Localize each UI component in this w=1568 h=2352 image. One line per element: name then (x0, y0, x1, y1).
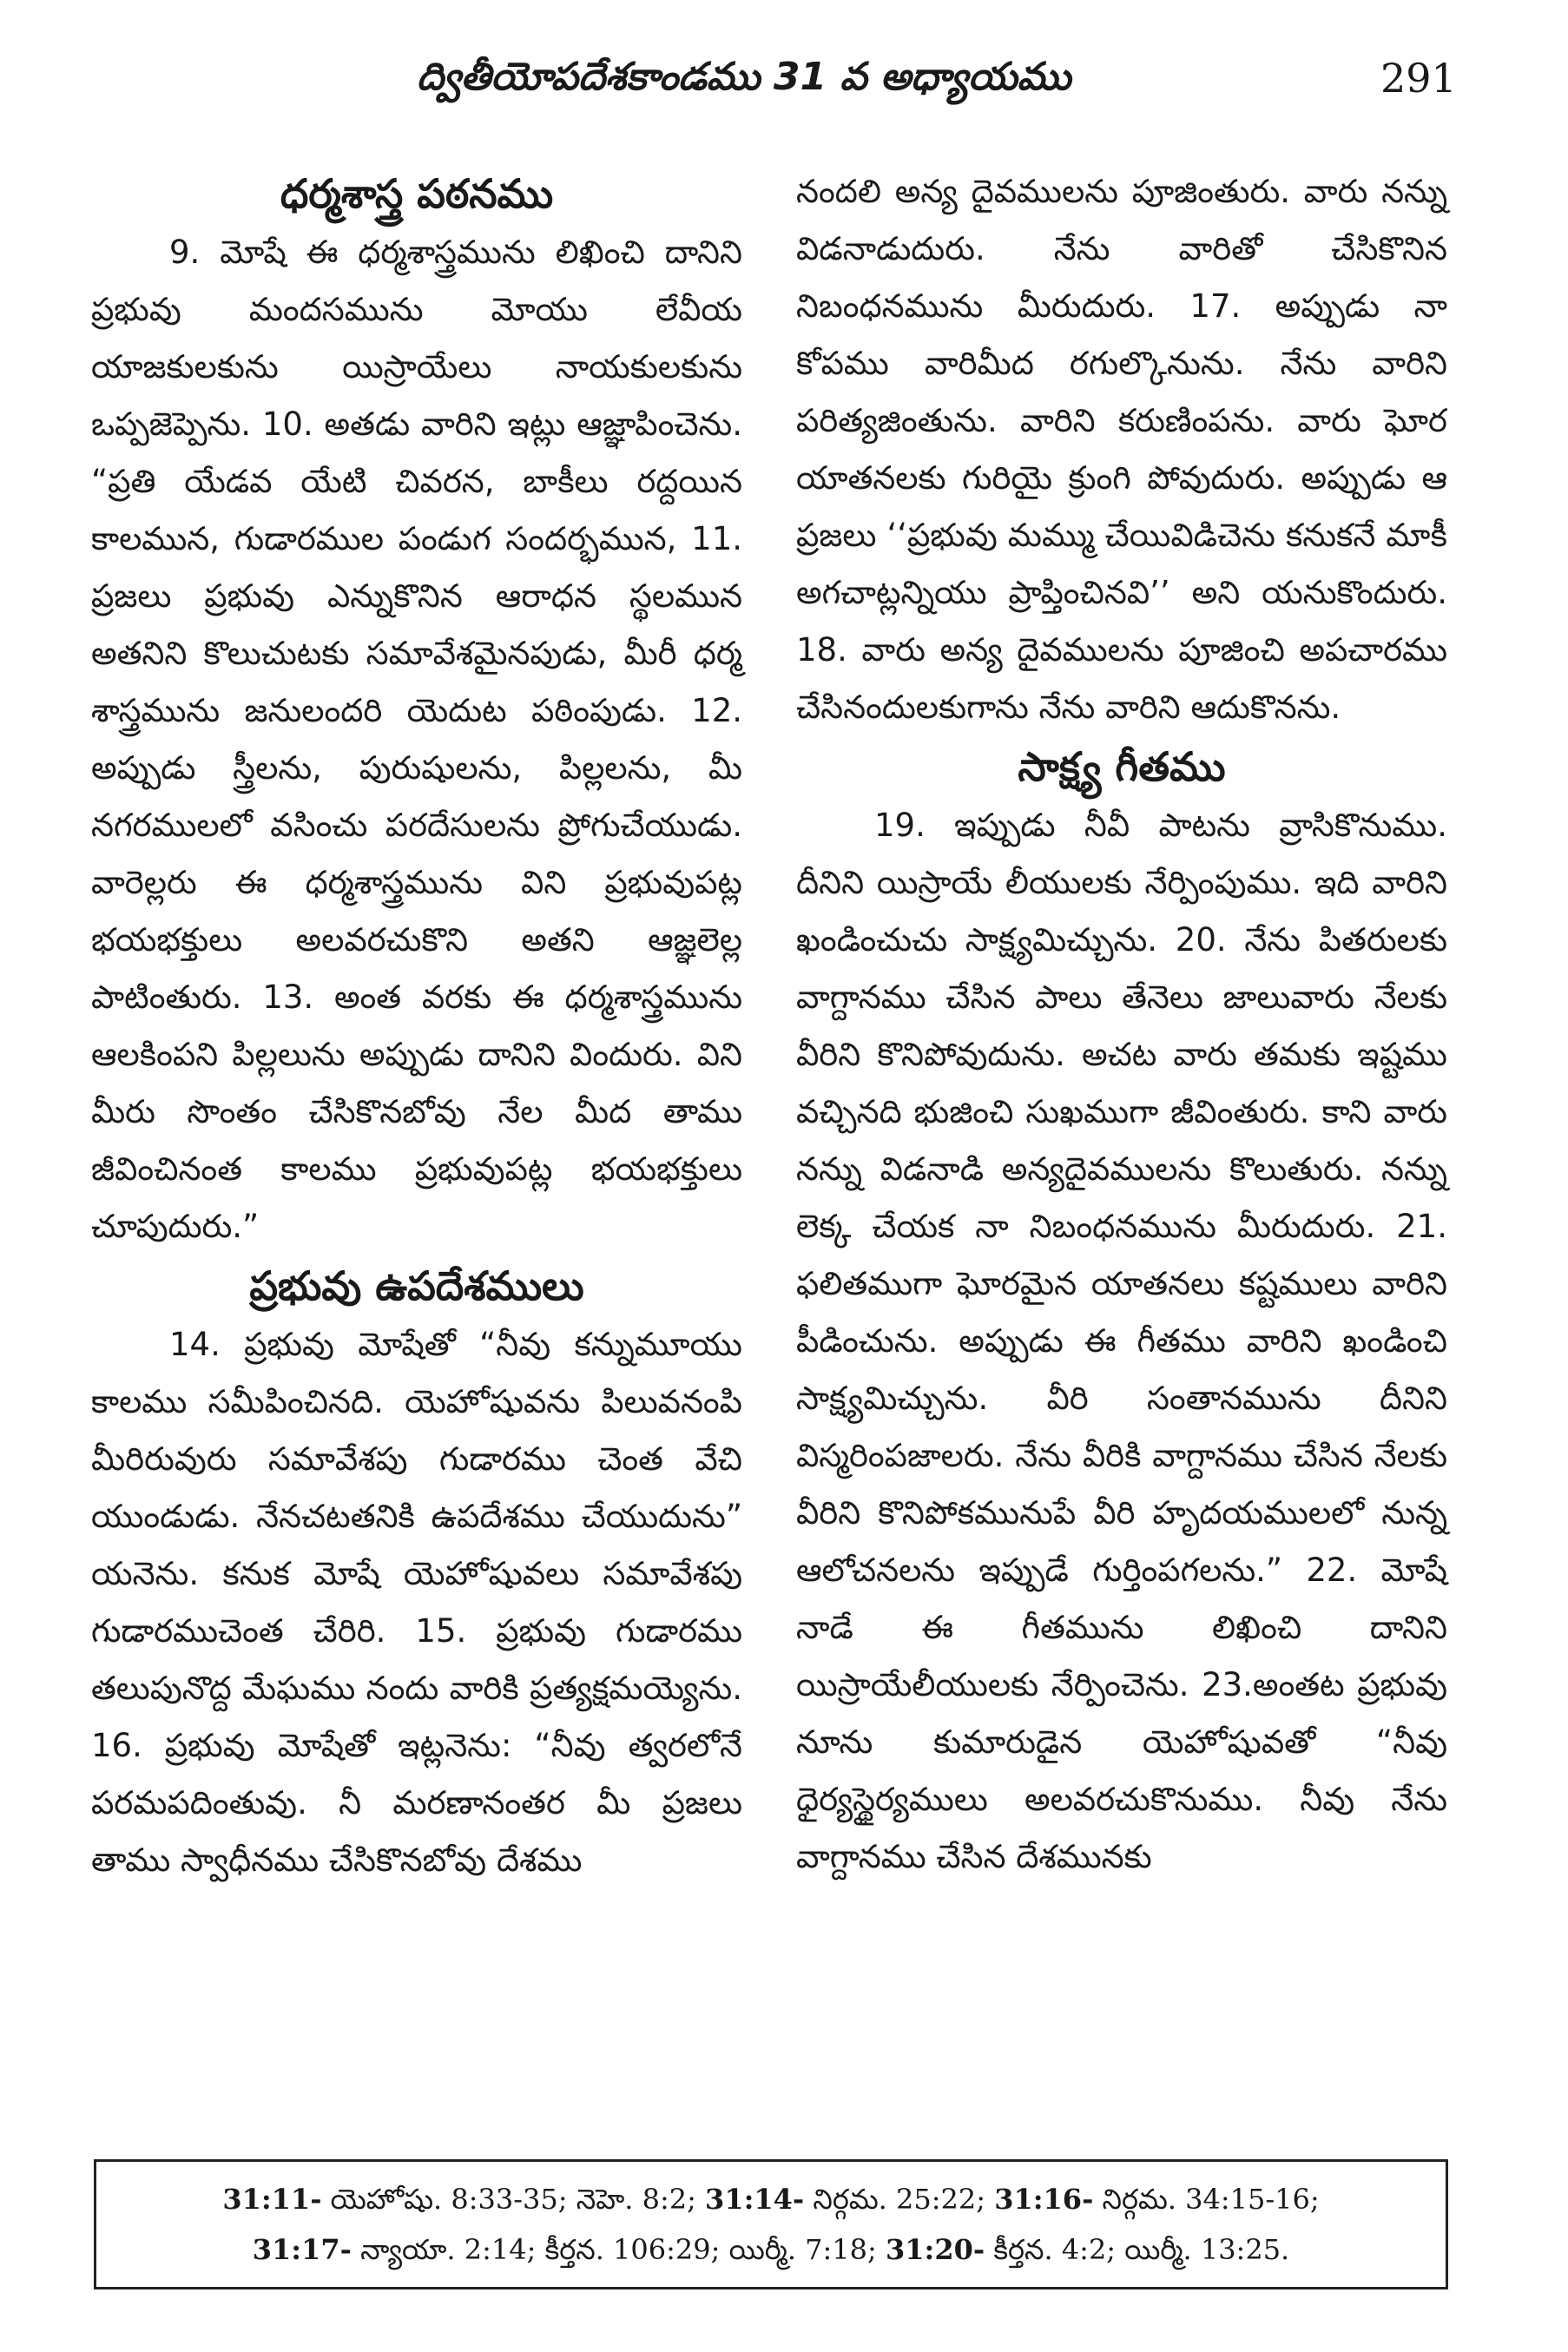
section-heading-law-reading: ధర్మశాస్త్ర పఠనము (280, 170, 554, 217)
page-header (0, 48, 1568, 117)
reference-text: నిర్గమ. 34:15-16; (1093, 2183, 1320, 2216)
paragraph-verses-9-13: 9. మోషే ఈ ధర్మశాస్త్రమును లిఖించి దానిని ప్రభువు మందసమును మోయు లేవీయ యాజకులకును యిస్రాయేలు నాయకులకును ఒప్పజెప్పెను. 10. అతడు వారిని ఇట్లు ఆజ్ఞాపించెను. “ప్రతి యేడవ యేటి చివరన, బాకీలు రద్దయిన కాలమున, గుడారముల పండుగ సందర్భమున, 11. ప్రజలు ప్రభువు ఎన్నుకొనిన ఆరాధన స్థలమున అతనిని కొలుచుటకు సమావేశమైనపుడు, మీరీ ధర్మ శాస్త్రమును జనులందరి యెదుట పఠింపుడు. 12. అప్పుడు స్త్రీలను, పురుషులను, పిల్లలను, మీ నగరములలో వసించు పరదేసులను ప్రోగుచేయుడు. వారెల్లరు ఈ ధర్మశాస్త్రమును విని ప్రభువుపట్ల భయభక్తులు అలవరచుకొని అతని ఆజ్ఞలెల్ల పాటింతురు. 13. అంత వరకు ఈ ధర్మశాస్త్రమును ఆలకింపని పిల్లలును అప్పుడు దానిని విందురు. విని మీరు సొంతం చేసికొనబోవు నేల మీద తాము జీవించినంత కాలము ప్రభువుపట్ల భయభక్తులు చూపుదురు.” (91, 234, 742, 1245)
paragraph-verses-19-23: 19. ఇప్పుడు నీవీ పాటను వ్రాసికొనుము. దీనిని యిస్రాయే లీయులకు నేర్పింపుము. ఇది వారిని ఖండించుచు సాక్ష్యమిచ్చును. 20. నేను పితరులకు వాగ్దానము చేసిన పాలు తేనెలు జాలువారు నేలకు వీరిని కొనిపోవుదును. అచట వారు తమకు ఇష్టము వచ్చినది భుజించి సుఖముగా జీవింతురు. కాని వారు నన్ను విడనాడి అన్యదైవములను కొలుతురు. నన్ను లెక్క చేయక నా నిబంధనమును మీరుదురు. 21. ఫలితముగా ఘోరమైన యాతనలు కష్టములు వారిని పీడించును. అప్పుడు ఈ గీతము వారిని ఖండించి సాక్ష్యమిచ్చును. వీరి సంతానమును దీనిని విస్మరింపజాలరు. నేను వీరికి వాగ్దానము చేసిన నేలకు వీరిని కొనిపోకమునుపే వీరి హృదయములలో నున్న ఆలోచనలను ఇప్పుడే గుర్తింపగలను.” 22. మోషే నాడే ఈ గీతమును లిఖించి దానిని యిస్రాయేలీయులకు నేర్పించెను. 23.అంతట ప్రభువు నూను కుమారుడైన యెహోషువతో “నీవు ధైర్యస్థైర్యములు అలవరచుకొనుము. నీవు నేను వాగ్దానము చేసిన దేశమునకు (796, 807, 1447, 1875)
cross-references-box (94, 2159, 1448, 2289)
right-column (796, 163, 1447, 1886)
page-number: 291 (1380, 55, 1457, 102)
reference-key: 31:16- (994, 2183, 1094, 2216)
reference-key: 31:14- (705, 2183, 805, 2216)
reference-text: నిర్గమ. 25:22; (804, 2183, 995, 2216)
left-column (91, 163, 742, 1889)
references-line (96, 2174, 1446, 2224)
reference-text: యెహోషు. 8:33-35; నెహె. 8:2; (321, 2183, 706, 2216)
reference-text: న్యాయా. 2:14; కీర్తన. 106:29; యిర్మీ. 7:18; (351, 2233, 886, 2266)
reference-key: 31:20- (885, 2233, 985, 2266)
reference-text: కీర్తన. 4:2; యిర్మీ. 13:25. (985, 2233, 1290, 2266)
reference-key: 31:17- (252, 2233, 352, 2266)
references-line (96, 2224, 1446, 2275)
chapter-title: ద్వితీయోపదేశకాండము 31 వ అధ్యాయము (417, 55, 1071, 99)
paragraph-verses-16-18: నందలి అన్య దైవములను పూజింతురు. వారు నన్ను విడనాడుదురు. నేను వారితో చేసికొనిన నిబంధనమును మీరుదురు. 17. అప్పుడు నా కోపము వారిమీద రగుల్కొనును. నేను వారిని పరిత్యజింతును. వారిని కరుణింపను. వారు ఘోర యాతనలకు గురియై క్రుంగి పోవుదురు. అప్పుడు ఆ ప్రజలు ‘‘ప్రభువు మమ్ము చేయివిడిచెను కనుకనే మాకీ అగచాట్లన్నియు ప్రాప్తించినవి’’ అని యనుకొందురు. 18. వారు అన్య దైవములను పూజించి అపచారము చేసినందులకుగాను నేను వారిని ఆదుకొనను. (796, 173, 1447, 726)
section-heading-lord-instructions: ప్రభువు ఉపదేశములు (249, 1262, 584, 1309)
paragraph-verses-14-16: 14. ప్రభువు మోషేతో “నీవు కన్నుమూయు కాలము సమీపించినది. యెహోషువను పిలువనంపి మీరిరువురు సమావేశపు గుడారము చెంత వేచి యుండుడు. నేనచటతనికి ఉపదేశము చేయుదును” యనెను. కనుక మోషే యెహోషువలు సమావేశపు గుడారముచెంత చేరిరి. 15. ప్రభువు గుడారము తలుపునొద్ద మేఘము నందు వారికి ప్రత్యక్షమయ్యెను. 16. ప్రభువు మోషేతో ఇట్లనెను: “నీవు త్వరలోనే పరమపదింతువు. నీ మరణానంతర మీ ప్రజలు తాము స్వాధీనము చేసికొనబోవు దేశము (91, 1326, 742, 1879)
reference-key: 31:11- (222, 2183, 322, 2216)
section-heading-witness-song: సాక్ష్య గీతము (1018, 743, 1226, 790)
